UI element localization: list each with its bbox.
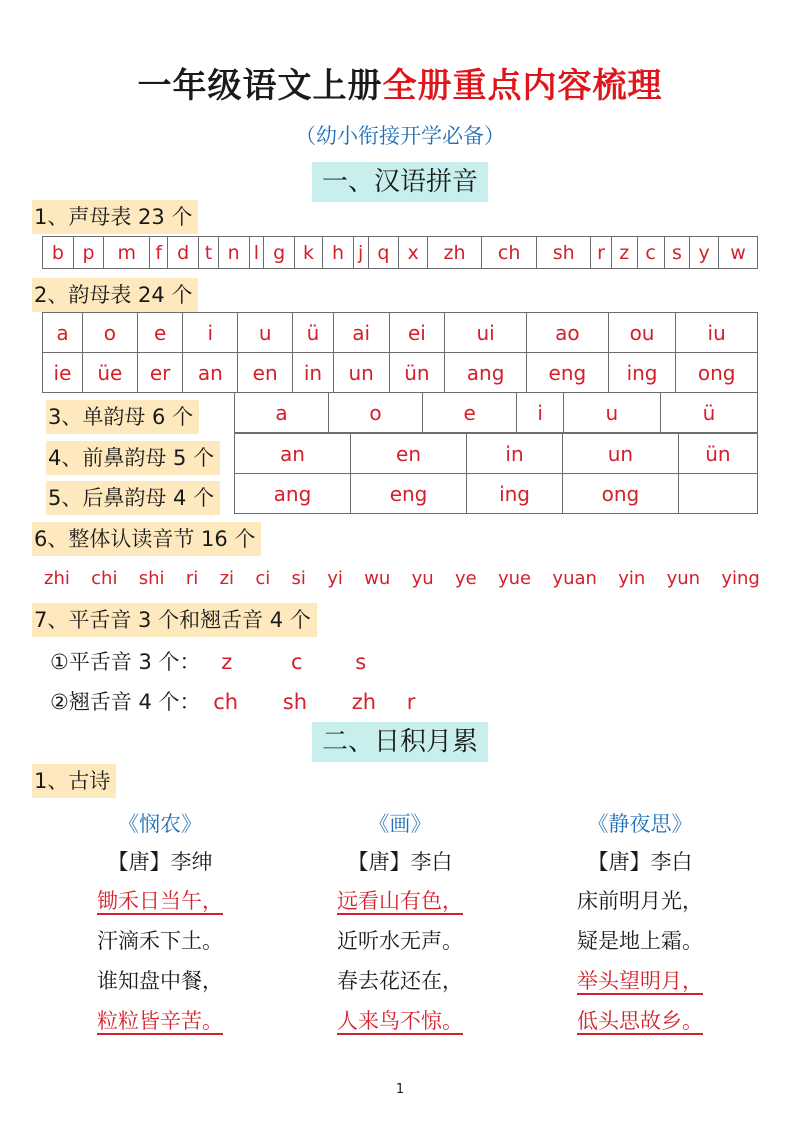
qiao-item: r <box>406 690 416 714</box>
poem-line: 春去花还在， <box>337 969 463 993</box>
zhengti-item: zi <box>219 568 235 589</box>
yunmu-cell: ang <box>445 353 527 393</box>
zhengti-item: ri <box>185 568 199 589</box>
shengmu-cell: h <box>323 237 354 269</box>
yunmu-cell: ei <box>389 313 445 353</box>
poem-title: 《悯农》 <box>118 812 202 836</box>
hou-row <box>235 474 758 514</box>
yunmu-label: 2、韵母表 24 个 <box>32 278 198 312</box>
shengmu-cell: r <box>591 237 612 269</box>
zhengti-label: 6、整体认读音节 16 个 <box>32 522 261 556</box>
qiao-item: zh <box>351 690 377 714</box>
zhengti-item: wu <box>364 568 391 589</box>
hou-cell: ang <box>235 474 351 514</box>
dan-label: 3、单韵母 6 个 <box>46 400 199 434</box>
section1-heading: 一、汉语拼音 <box>0 162 800 202</box>
poem-line: 举头望明月， <box>577 969 703 993</box>
poem-line: 汗滴禾下土。 <box>97 929 223 953</box>
yunmu-row-1 <box>43 313 758 353</box>
zhengti-item: yue <box>497 568 532 589</box>
dan-cell: ü <box>660 393 757 433</box>
qian-cell: en <box>350 434 466 474</box>
shengmu-cell: c <box>637 237 664 269</box>
qian-row <box>235 434 758 474</box>
hou-cell: ong <box>562 474 678 514</box>
poem-line: 粒粒皆辛苦。 <box>97 1009 223 1033</box>
dan-cell: o <box>329 393 423 433</box>
shengmu-cell: ch <box>482 237 537 269</box>
poem-title: 《静夜思》 <box>587 812 693 836</box>
yunmu-cell: ie <box>43 353 83 393</box>
zhengti-item: yun <box>666 568 701 589</box>
poem-author: 【唐】李白 <box>347 850 453 874</box>
shengmu-cell: y <box>690 237 719 269</box>
pingqiao-label: 7、平舌音 3 个和翘舌音 4 个 <box>32 603 317 637</box>
hou-cell: eng <box>350 474 466 514</box>
shengmu-cell: p <box>73 237 104 269</box>
shengmu-cell: s <box>664 237 690 269</box>
zhengti-list <box>44 568 760 589</box>
qian-cell: an <box>235 434 351 474</box>
shengmu-cell: zh <box>428 237 482 269</box>
qian-cell: ün <box>678 434 757 474</box>
yunmu-cell: ai <box>333 313 389 353</box>
bi-table <box>234 433 758 514</box>
qiao-label: ②翘舌音 4 个： <box>50 690 201 714</box>
yunmu-cell: en <box>238 353 293 393</box>
qiao-item: ch <box>213 690 239 714</box>
shengmu-cell: z <box>611 237 637 269</box>
yunmu-cell: an <box>183 353 238 393</box>
shengmu-row <box>43 237 758 269</box>
poem-author: 【唐】李绅 <box>107 850 213 874</box>
shengmu-cell: x <box>399 237 428 269</box>
yunmu-cell: ün <box>389 353 445 393</box>
shengmu-label: 1、声母表 23 个 <box>32 200 198 234</box>
yunmu-cell: ao <box>526 313 608 353</box>
poem-1 <box>60 805 260 1041</box>
ping-item: z <box>221 650 233 674</box>
ping-label: ①平舌音 3 个： <box>50 650 201 674</box>
shengmu-cell: sh <box>537 237 591 269</box>
title-part2: 全册重点内容梳理 <box>382 66 663 106</box>
zhengti-item: ci <box>255 568 271 589</box>
dan-cell: u <box>563 393 660 433</box>
qiao-line <box>50 686 415 716</box>
section2-heading: 二、日积月累 <box>0 722 800 762</box>
poem-2 <box>300 805 500 1041</box>
poem-line: 疑是地上霜。 <box>577 929 703 953</box>
shengmu-cell: w <box>718 237 757 269</box>
yunmu-cell: iu <box>676 313 758 353</box>
gushi-label: 1、古诗 <box>32 764 116 798</box>
poem-line: 近听水无声。 <box>337 929 463 953</box>
yunmu-cell: u <box>238 313 293 353</box>
zhengti-item: shi <box>138 568 165 589</box>
poem-title: 《画》 <box>368 812 432 836</box>
poem-line: 人来鸟不惊。 <box>337 1009 463 1033</box>
zhengti-item: yin <box>618 568 646 589</box>
dan-cell: e <box>422 393 516 433</box>
qian-cell: in <box>467 434 563 474</box>
qian-cell: un <box>562 434 678 474</box>
dan-cell: a <box>235 393 329 433</box>
shengmu-cell: t <box>199 237 219 269</box>
yunmu-cell: üe <box>82 353 137 393</box>
shengmu-cell: k <box>294 237 322 269</box>
poem-3 <box>540 805 740 1041</box>
yunmu-table <box>42 312 758 393</box>
ping-line <box>50 646 366 676</box>
yunmu-cell: ü <box>293 313 334 353</box>
subtitle: （幼小衔接开学必备） <box>295 124 505 148</box>
yunmu-cell: e <box>137 313 183 353</box>
page-title <box>0 58 800 107</box>
yunmu-cell: in <box>293 353 334 393</box>
yunmu-row-2 <box>43 353 758 393</box>
zhengti-item: zhi <box>44 568 70 589</box>
poem-line: 远看山有色， <box>337 889 463 913</box>
shengmu-cell: f <box>150 237 168 269</box>
title-part1: 一年级语文上册 <box>137 66 383 106</box>
shengmu-cell: n <box>218 237 249 269</box>
yunmu-cell: ui <box>445 313 527 353</box>
shengmu-cell: l <box>249 237 264 269</box>
shengmu-cell: m <box>104 237 150 269</box>
dan-row <box>235 393 758 433</box>
poem-line: 谁知盘中餐， <box>97 969 223 993</box>
yunmu-cell: eng <box>526 353 608 393</box>
zhengti-item: ye <box>454 568 477 589</box>
hou-cell: ing <box>467 474 563 514</box>
qian-label: 4、前鼻韵母 5 个 <box>46 441 220 475</box>
zhengti-item: yu <box>411 568 434 589</box>
shengmu-cell: d <box>168 237 199 269</box>
zhengti-item: chi <box>91 568 118 589</box>
yunmu-cell: un <box>333 353 389 393</box>
dan-table <box>234 392 758 433</box>
shengmu-cell: b <box>43 237 74 269</box>
yunmu-cell: er <box>137 353 183 393</box>
yunmu-cell: o <box>82 313 137 353</box>
yunmu-cell: a <box>43 313 83 353</box>
poem-line: 低头思故乡。 <box>577 1009 703 1033</box>
hou-label: 5、后鼻韵母 4 个 <box>46 481 220 515</box>
zhengti-item: ying <box>721 568 760 589</box>
shengmu-cell: g <box>264 237 295 269</box>
yunmu-cell: ou <box>608 313 676 353</box>
shengmu-table <box>42 236 758 269</box>
ping-item: s <box>355 650 367 674</box>
shengmu-cell: q <box>368 237 399 269</box>
dan-cell: i <box>517 393 564 433</box>
poem-line: 床前明月光， <box>577 889 703 913</box>
zhengti-item: yi <box>327 568 343 589</box>
zhengti-item: yuan <box>552 568 597 589</box>
zhengti-item: si <box>291 568 306 589</box>
hou-cell <box>678 474 757 514</box>
page-number: 1 <box>395 1082 405 1097</box>
poem-line: 锄禾日当午， <box>97 889 223 913</box>
qiao-item: sh <box>282 690 308 714</box>
ping-item: c <box>290 650 303 674</box>
yunmu-cell: ong <box>676 353 758 393</box>
yunmu-cell: ing <box>608 353 676 393</box>
yunmu-cell: i <box>183 313 238 353</box>
poem-author: 【唐】李白 <box>587 850 693 874</box>
shengmu-cell: j <box>353 237 368 269</box>
